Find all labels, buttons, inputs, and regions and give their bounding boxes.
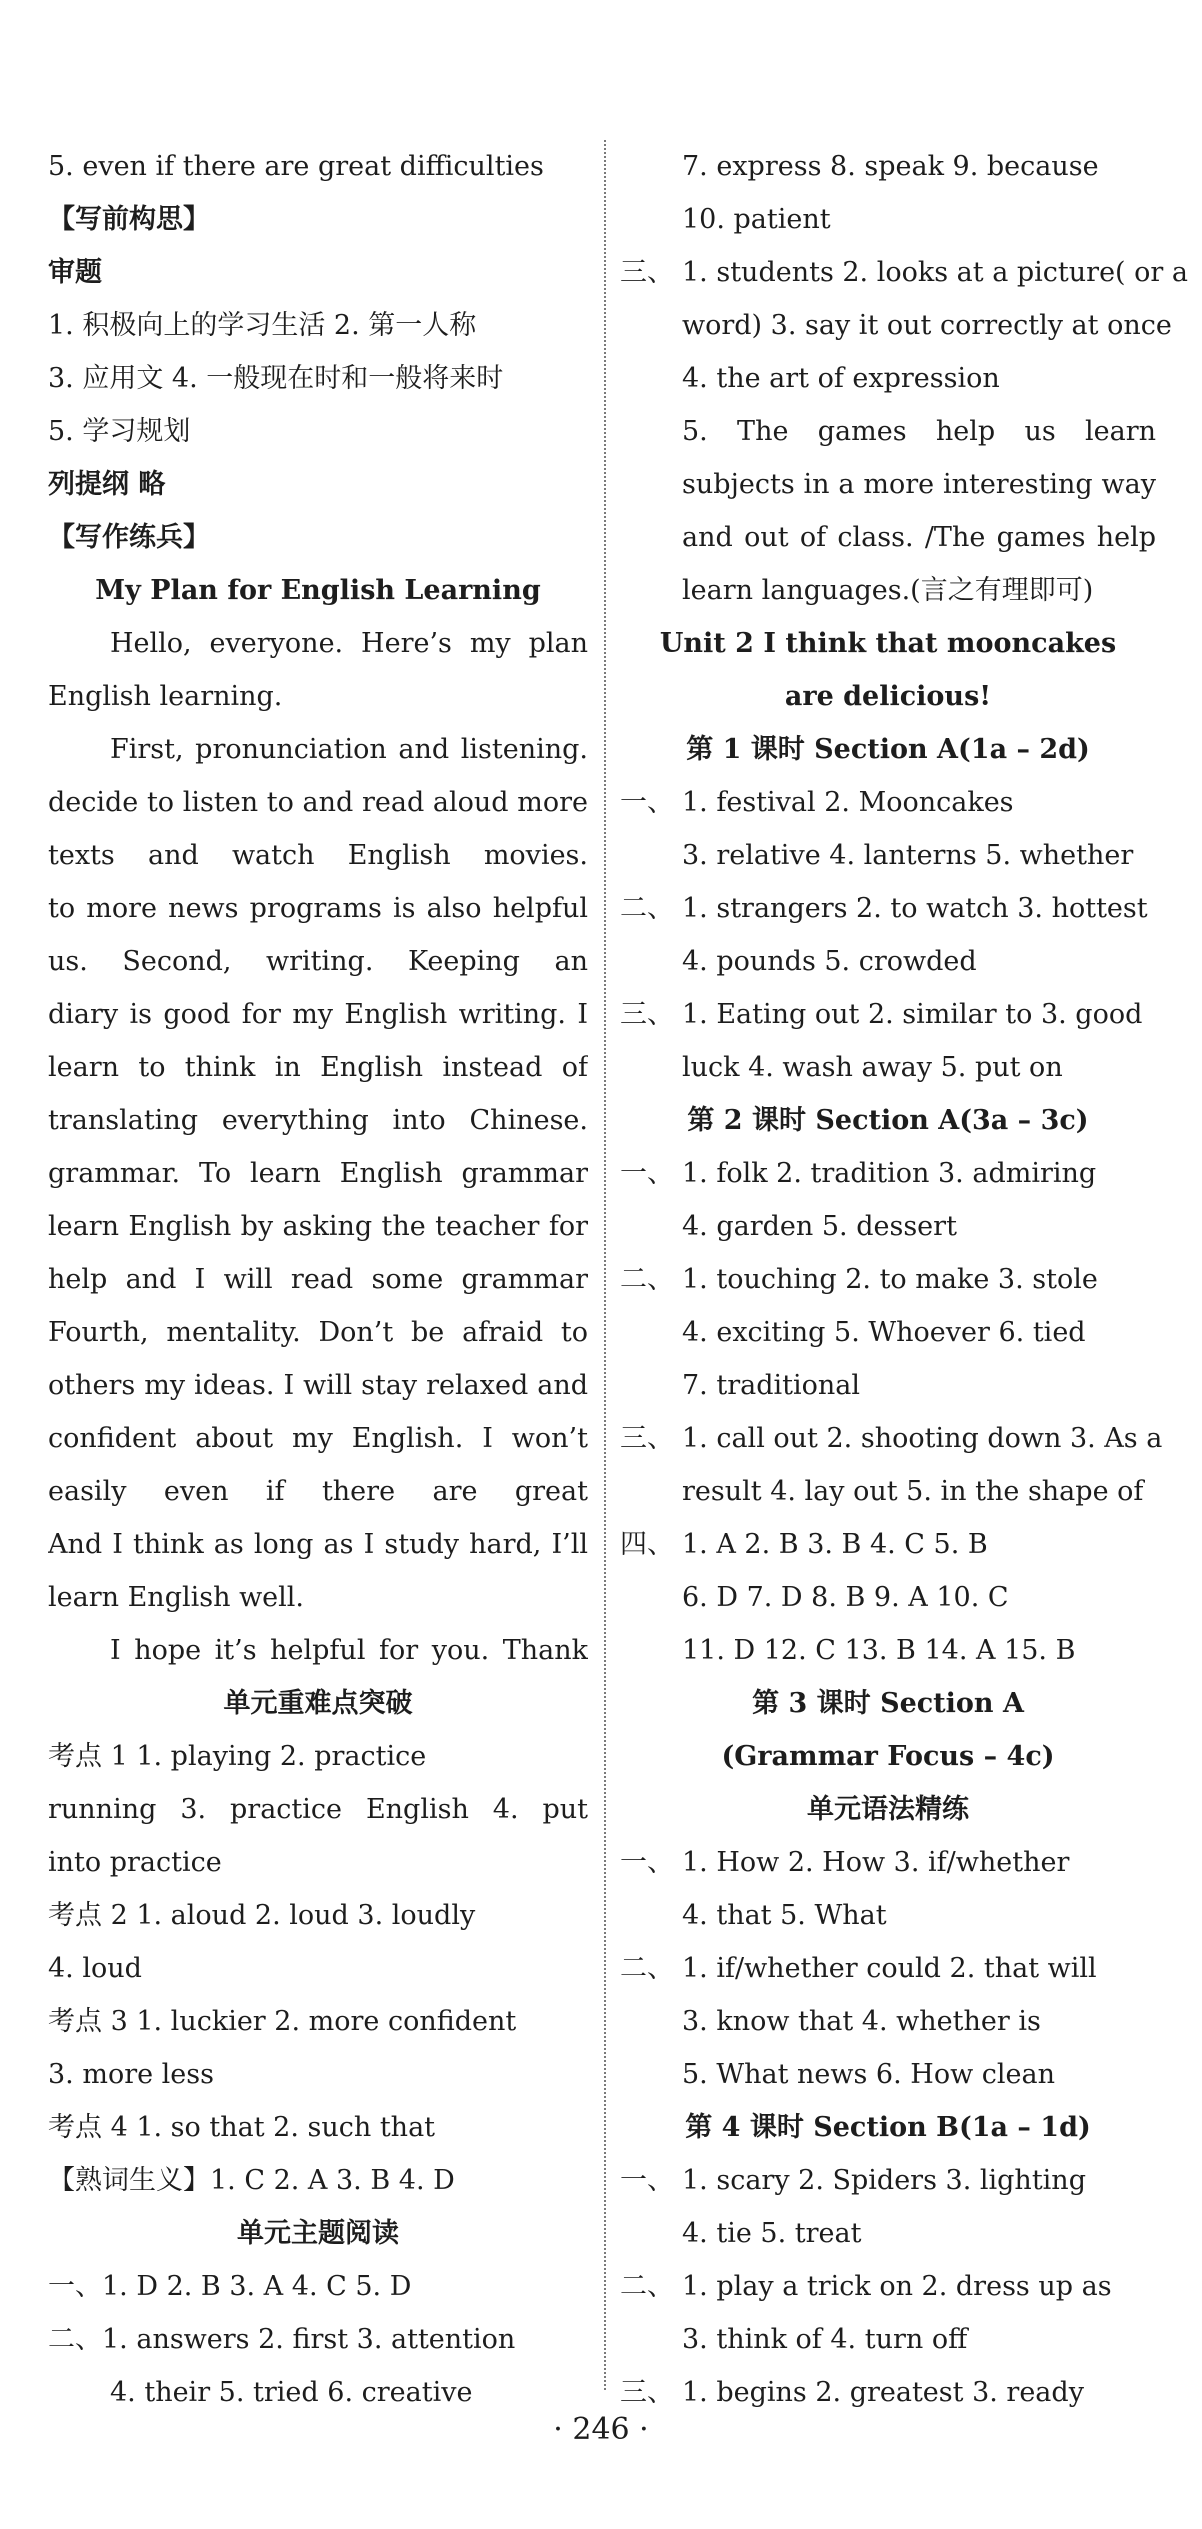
- text-line: [620, 1836, 1156, 1889]
- line-text: 【写作练兵】: [48, 522, 210, 553]
- line-text: 列提纲 略: [48, 469, 166, 500]
- line-text: 7. traditional: [682, 1370, 860, 1401]
- text-line: [620, 1465, 1156, 1518]
- section-number: 二、: [620, 1264, 674, 1295]
- text-line: [620, 2154, 1156, 2207]
- text-line: [620, 1571, 1156, 1624]
- line-text: grammar. To learn English grammar: [48, 1158, 588, 1189]
- section-number: 一、: [620, 787, 674, 818]
- text-line: [620, 723, 1156, 776]
- text-line: [620, 140, 1156, 193]
- text-line: [620, 1942, 1156, 1995]
- section-number: 一、: [620, 1158, 674, 1189]
- text-line: [48, 352, 588, 405]
- text-line: [48, 829, 588, 882]
- text-line: [48, 458, 588, 511]
- text-line: [48, 299, 588, 352]
- line-text: luck 4. wash away 5. put on: [682, 1052, 1063, 1083]
- line-text: 4. loud: [48, 1953, 142, 1984]
- line-text: 1. touching 2. to make 3. stole: [682, 1264, 1098, 1295]
- text-line: [48, 1518, 588, 1571]
- line-text: 1. students 2. looks at a picture( or a: [682, 257, 1188, 288]
- text-line: [48, 2207, 588, 2260]
- text-line: [620, 2048, 1156, 2101]
- section-number: 三、: [620, 1423, 674, 1454]
- text-line: [620, 882, 1156, 935]
- line-text: are delicious!: [784, 681, 992, 712]
- text-line: [620, 1783, 1156, 1836]
- line-text: 单元语法精练: [807, 1794, 969, 1825]
- text-line: [48, 1253, 588, 1306]
- line-text: 1. strangers 2. to watch 3. hottest: [682, 893, 1148, 924]
- text-line: [620, 2207, 1156, 2260]
- line-text: 4. garden 5. dessert: [682, 1211, 957, 1242]
- text-line: [48, 405, 588, 458]
- text-line: [48, 1677, 588, 1730]
- line-text: texts and watch English movies.: [48, 840, 588, 871]
- text-line: [48, 1730, 588, 1783]
- text-line: [48, 1942, 588, 1995]
- text-line: [620, 564, 1156, 617]
- line-text: 1. A 2. B 3. B 4. C 5. B: [682, 1529, 988, 1560]
- text-line: [620, 1889, 1156, 1942]
- line-text: 7. express 8. speak 9. because: [682, 151, 1099, 182]
- line-text: 考点 3 1. luckier 2. more confident: [48, 2006, 517, 2037]
- line-text: 3. more less: [48, 2059, 214, 2090]
- text-line: [620, 1412, 1163, 1465]
- text-line: [48, 511, 588, 564]
- line-text: 考点 1 1. playing 2. practice: [48, 1741, 427, 1772]
- text-line: [620, 405, 1156, 458]
- line-text: First, pronunciation and listening.: [110, 734, 588, 765]
- line-text: 10. patient: [682, 204, 831, 235]
- line-text: (Grammar Focus – 4c): [721, 1741, 1055, 1772]
- text-line: [620, 352, 1156, 405]
- line-text: 1. Eating out 2. similar to 3. good: [682, 999, 1143, 1030]
- text-line: [620, 1041, 1156, 1094]
- text-line: [48, 1412, 588, 1465]
- line-text: 1. if/whether could 2. that will: [682, 1953, 1097, 1984]
- line-text: 单元重难点突破: [223, 1688, 413, 1719]
- text-line: [620, 2101, 1156, 2154]
- line-text: 4. tie 5. treat: [682, 2218, 862, 2249]
- text-line: [620, 829, 1156, 882]
- line-text: 5. The games help us learn: [682, 416, 1156, 447]
- text-line: [48, 617, 588, 670]
- section-number: 四、: [620, 1529, 674, 1560]
- section-number: 二、: [620, 1953, 674, 1984]
- line-text: result 4. lay out 5. in the shape of: [682, 1476, 1144, 1507]
- text-line: [48, 1147, 588, 1200]
- line-text: word) 3. say it out correctly at once: [682, 310, 1172, 341]
- line-text: 第 4 课时 Section B(1a – 1d): [685, 2112, 1091, 2143]
- text-line: [620, 2313, 1156, 2366]
- line-text: 4. pounds 5. crowded: [682, 946, 977, 977]
- text-line: [620, 299, 1172, 352]
- text-line: [620, 1730, 1156, 1783]
- line-text: 3. relative 4. lanterns 5. whether: [682, 840, 1134, 871]
- line-text: 1. play a trick on 2. dress up as: [682, 2271, 1112, 2302]
- text-line: [620, 988, 1156, 1041]
- line-text: easily even if there are great: [48, 1476, 588, 1507]
- line-text: I hope it’s helpful for you. Thank: [110, 1635, 588, 1666]
- line-text: 3. know that 4. whether is: [682, 2006, 1041, 2037]
- line-text: Unit 2 I think that mooncakes: [659, 628, 1117, 659]
- line-text: 11. D 12. C 13. B 14. A 15. B: [682, 1635, 1076, 1666]
- line-text: 【熟词生义】1. C 2. A 3. B 4. D: [48, 2165, 455, 2196]
- section-number: 三、: [620, 999, 674, 1030]
- line-text: My Plan for English Learning: [95, 575, 541, 606]
- text-line: [48, 2101, 588, 2154]
- text-line: [48, 1465, 588, 1518]
- text-line: [620, 511, 1156, 564]
- text-line: [620, 1253, 1156, 1306]
- text-line: [48, 564, 588, 617]
- line-text: 考点 2 1. aloud 2. loud 3. loudly: [48, 1900, 476, 1931]
- line-text: 1. festival 2. Mooncakes: [682, 787, 1014, 818]
- text-line: [48, 246, 588, 299]
- text-line: [620, 1147, 1156, 1200]
- line-text: us. Second, writing. Keeping an: [48, 946, 588, 977]
- text-line: [48, 1094, 588, 1147]
- line-text: confident about my English. I won’t: [48, 1423, 588, 1454]
- text-line: [48, 670, 588, 723]
- text-line: [48, 2048, 588, 2101]
- line-text: And I think as long as I study hard, I’ll: [48, 1529, 588, 1560]
- text-line: [48, 1836, 588, 1889]
- text-line: [620, 1306, 1156, 1359]
- line-text: 6. D 7. D 8. B 9. A 10. C: [682, 1582, 1009, 1613]
- line-text: 单元主题阅读: [237, 2218, 399, 2249]
- line-text: English learning.: [48, 681, 283, 712]
- column-divider: [604, 140, 606, 2390]
- line-text: into practice: [48, 1847, 222, 1878]
- line-text: 5. 学习规划: [48, 416, 191, 447]
- line-text: 1. begins 2. greatest 3. ready: [682, 2377, 1084, 2408]
- section-number: 一、: [620, 2165, 674, 2196]
- text-line: [48, 723, 588, 776]
- text-line: [48, 1359, 588, 1412]
- line-text: 1. How 2. How 3. if/whether: [682, 1847, 1070, 1878]
- section-number: 二、: [620, 2271, 674, 2302]
- line-text: 3. think of 4. turn off: [682, 2324, 968, 2355]
- text-line: [48, 1995, 588, 2048]
- line-text: 二、1. answers 2. first 3. attention: [48, 2324, 516, 2355]
- text-line: [48, 1306, 588, 1359]
- text-line: [48, 1200, 588, 1253]
- text-line: [48, 935, 588, 988]
- line-text: 【写前构思】: [48, 204, 210, 235]
- text-line: [620, 617, 1156, 670]
- text-line: [620, 458, 1156, 511]
- text-line: [620, 2260, 1156, 2313]
- page-number: · 246 ·: [553, 2412, 649, 2447]
- line-text: subjects in a more interesting way: [682, 469, 1156, 500]
- text-line: [48, 776, 588, 829]
- line-text: 5. What news 6. How clean: [682, 2059, 1055, 2090]
- text-line: [48, 2154, 588, 2207]
- text-line: [620, 670, 1156, 723]
- line-text: 4. their 5. tried 6. creative: [110, 2377, 473, 2408]
- section-number: 二、: [620, 893, 674, 924]
- text-line: [48, 882, 588, 935]
- text-line: [620, 776, 1156, 829]
- line-text: 审题: [48, 257, 102, 288]
- text-line: [48, 1783, 588, 1836]
- text-line: [48, 193, 588, 246]
- line-text: 4. exciting 5. Whoever 6. tied: [682, 1317, 1086, 1348]
- line-text: running 3. practice English 4. put: [48, 1794, 588, 1825]
- text-line: [48, 2313, 588, 2366]
- line-text: decide to listen to and read aloud more: [48, 787, 588, 818]
- line-text: learn languages.(言之有理即可): [682, 575, 1094, 606]
- line-text: Hello, everyone. Here’s my plan: [110, 628, 588, 659]
- line-text: 4. that 5. What: [682, 1900, 887, 1931]
- line-text: 第 1 课时 Section A(1a – 2d): [686, 734, 1090, 765]
- line-text: 1. scary 2. Spiders 3. lighting: [682, 2165, 1086, 2196]
- text-line: [620, 1518, 1156, 1571]
- text-line: [620, 1995, 1156, 2048]
- text-line: [48, 1041, 588, 1094]
- text-line: [620, 1677, 1156, 1730]
- line-text: learn English by asking the teacher for: [48, 1211, 588, 1242]
- line-text: 1. folk 2. tradition 3. admiring: [682, 1158, 1097, 1189]
- text-line: [48, 1571, 588, 1624]
- line-text: 1. call out 2. shooting down 3. As a: [682, 1423, 1163, 1454]
- line-text: 一、1. D 2. B 3. A 4. C 5. D: [48, 2271, 412, 2302]
- line-text: 考点 4 1. so that 2. such that: [48, 2112, 436, 2143]
- text-line: [48, 1889, 588, 1942]
- text-line: [48, 140, 588, 193]
- line-text: 3. 应用文 4. 一般现在时和一般将来时: [48, 363, 504, 394]
- line-text: and out of class. /The games help: [682, 522, 1156, 553]
- text-line: [620, 1200, 1156, 1253]
- text-line: [48, 988, 588, 1041]
- line-text: 第 2 课时 Section A(3a – 3c): [687, 1105, 1089, 1136]
- text-line: [620, 935, 1156, 988]
- line-text: others my ideas. I will stay relaxed and: [48, 1370, 588, 1401]
- text-line: [48, 2260, 588, 2313]
- line-text: Fourth, mentality. Don’t be afraid to: [48, 1317, 588, 1348]
- text-line: [620, 193, 1156, 246]
- section-number: 三、: [620, 2377, 674, 2408]
- line-text: help and I will read some grammar: [48, 1264, 588, 1295]
- line-text: 4. the art of expression: [682, 363, 1000, 394]
- text-line: [48, 1624, 588, 1677]
- line-text: diary is good for my English writing. I: [48, 999, 588, 1030]
- line-text: 第 3 课时 Section A: [752, 1688, 1024, 1719]
- line-text: 5. even if there are great difficulties: [48, 151, 544, 182]
- section-number: 一、: [620, 1847, 674, 1878]
- text-line: [620, 246, 1188, 299]
- line-text: 1. 积极向上的学习生活 2. 第一人称: [48, 310, 477, 341]
- text-line: [620, 1624, 1156, 1677]
- text-line: [620, 1094, 1156, 1147]
- line-text: learn English well.: [48, 1582, 305, 1613]
- line-text: to more news programs is also helpful: [48, 893, 588, 924]
- line-text: learn to think in English instead of: [48, 1052, 588, 1083]
- text-line: [620, 1359, 1156, 1412]
- left-column: [48, 140, 588, 2419]
- right-column: [620, 140, 1188, 2419]
- section-number: 三、: [620, 257, 674, 288]
- line-text: translating everything into Chinese.: [48, 1105, 588, 1136]
